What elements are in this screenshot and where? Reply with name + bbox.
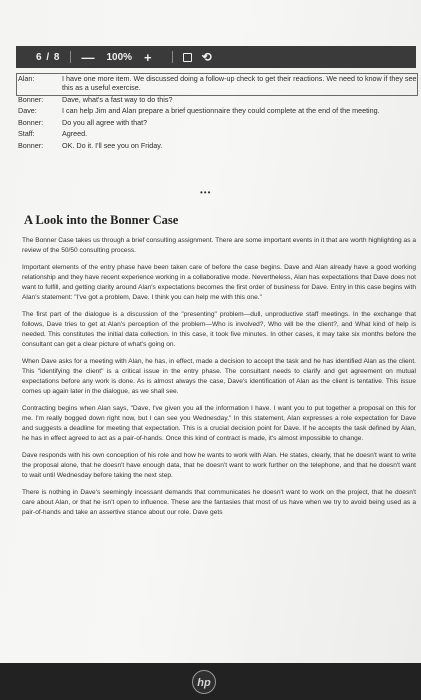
dialogue-line bbox=[18, 74, 418, 92]
dialogue-block bbox=[18, 74, 418, 152]
fit-page-icon[interactable] bbox=[183, 53, 192, 62]
speaker-label: Bonner: bbox=[18, 94, 44, 104]
dialogue-text: Do you all agree with that? bbox=[62, 117, 148, 127]
speaker-label: Bonner: bbox=[18, 117, 44, 127]
pdf-toolbar bbox=[16, 46, 416, 68]
dialogue-line bbox=[18, 95, 418, 104]
speaker-label: Bonner: bbox=[18, 140, 44, 150]
rotate-icon[interactable]: ⟲ bbox=[201, 50, 212, 64]
speaker-label: Dave: bbox=[18, 106, 37, 115]
section-heading: A Look into the Bonner Case bbox=[24, 213, 179, 227]
speaker-label: Staff: bbox=[18, 129, 35, 138]
zoom-level: 100% bbox=[106, 51, 133, 63]
section-separator: ••• bbox=[200, 188, 212, 197]
zoom-in-button[interactable]: + bbox=[144, 49, 152, 65]
zoom-out-button[interactable]: — bbox=[81, 49, 95, 65]
speaker-label: Alan: bbox=[18, 74, 35, 83]
paragraph: There is nothing in Dave's seemingly incessant demands that communicates he doesn't want to work on the project, that he doesn't care about Alan, or that he isn't open to influence. These are the fantasies that most of us have when we try to avoid being used as a pair-of-hands and take an assertive stance about our role. Dave gets bbox=[22, 489, 416, 516]
paragraph: Contracting begins when Alan says, "Dave, I've given you all the information I have. I want you to put together a proposal on this for me. I'm really bogged down right now, but I can see you Wednesday." In this statement, Alan expresses a role expectation for Dave and suggests a deadline for meeting that expectation. This is a crucial decision point for Dave. If he accepts the task defined by Alan, he has in effect agreed to act as a pair-of-hands. Once this kind of contract is made, it's almost impossible to change. bbox=[22, 405, 416, 442]
hp-logo: hp bbox=[192, 670, 216, 694]
page-indicator: 6 / 8 bbox=[36, 51, 61, 63]
dialogue-line bbox=[18, 129, 418, 138]
dialogue-line bbox=[18, 106, 418, 115]
dialogue-text: I have one more item. We discussed doing a follow-up check to get their reactions. We need to know if they see this as a useful exercise. bbox=[62, 74, 417, 92]
body-text bbox=[22, 236, 416, 525]
dialogue-line bbox=[18, 118, 418, 127]
paragraph: The first part of the dialogue is a discussion of the "presenting" problem—dull, unproductive staff meetings. In the exchange that follows, Dave tries to get at Alan's perception of the problem—Who is involved?, Who will be the client?, and What kind of help is needed. This constitutes the initial data collection. In this case, it took five minutes. In other cases, it may take six months before the consultant can get a clear picture of what's going on. bbox=[22, 311, 416, 348]
paragraph: Dave responds with his own conception of his role and how he wants to work with Alan. He states, clearly, that he doesn't want to write the proposal alone, that he doesn't have enough data, that he doesn't want to work further on the telephone, and that he doesn't want to wait until Wednesday before taking the next step. bbox=[22, 452, 416, 479]
paragraph: The Bonner Case takes us through a brief consulting assignment. There are some important events in it that are worth highlighting as a review of the 50/50 consulting process. bbox=[22, 237, 416, 254]
dialogue-text: I can help Jim and Alan prepare a brief questionnaire they could complete at the end of the meeting. bbox=[62, 106, 380, 115]
toolbar-divider bbox=[172, 51, 173, 63]
dialogue-text: OK. Do it. I'll see you on Friday. bbox=[62, 140, 163, 150]
dialogue-text: Dave, what's a fast way to do this? bbox=[62, 94, 173, 104]
toolbar-divider bbox=[70, 51, 71, 63]
paragraph: When Dave asks for a meeting with Alan, he has, in effect, made a decision to accept the task and he has identified Alan as the client. This "identifying the client" is a critical issue in the entry phase. The consultant needs to clarify and get agreement on mutual expectations before any work is done. As is almost always the case, Dave's identification of Alan as the client is tentative. This issue comes up again later in the dialogue, as we shall see. bbox=[22, 358, 416, 395]
dialogue-text: Agreed. bbox=[62, 129, 88, 138]
paragraph: Important elements of the entry phase have been taken care of before the case begins. Dave and Alan already have a good working relationship and they have recent experience working in a collaborative mode. Nevertheless, Alan has expectations that Dave does not want to fulfill, and getting clarity around Alan's expectations becomes the first order of business for Dave. Entry in this case begins with Alan's statement: "I've got a problem, Dave. I think you can help me with this one." bbox=[22, 264, 416, 301]
dialogue-line bbox=[18, 141, 418, 150]
